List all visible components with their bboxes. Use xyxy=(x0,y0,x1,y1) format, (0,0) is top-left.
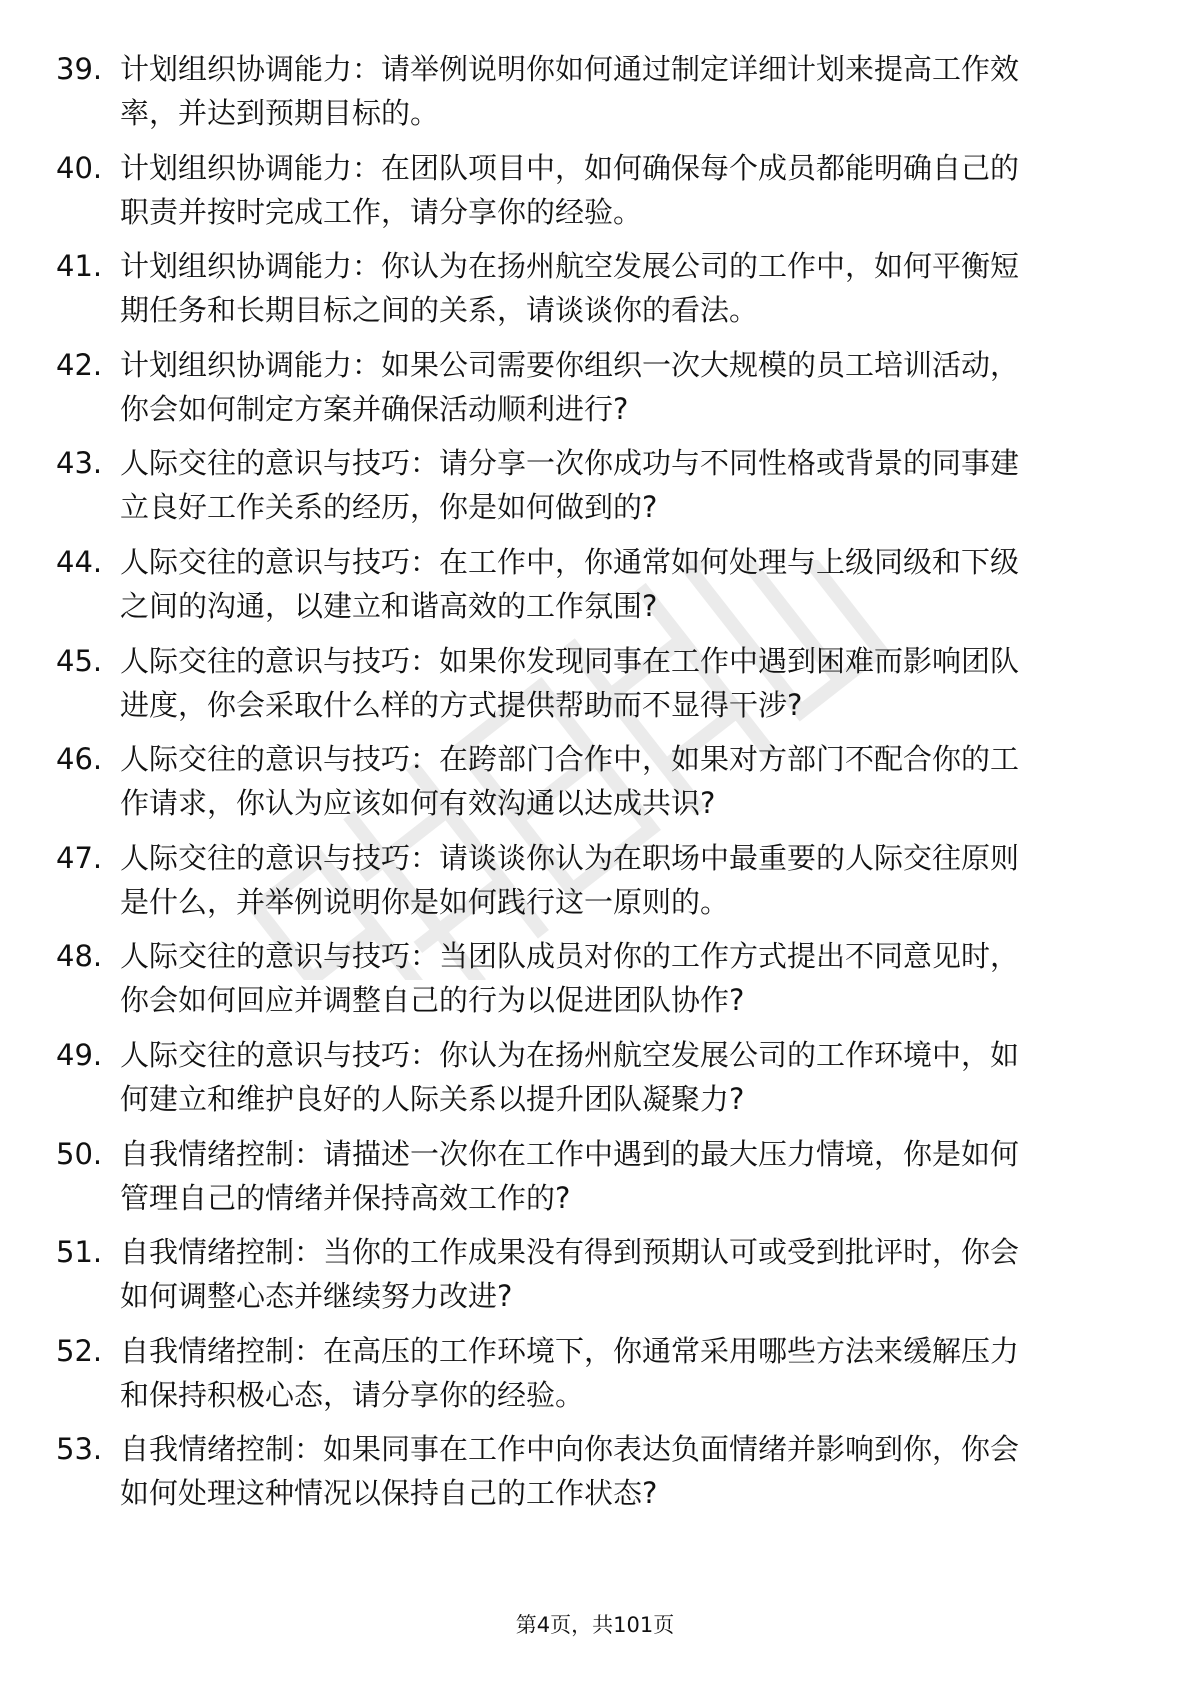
question-item xyxy=(0,836,1190,935)
question-item xyxy=(0,146,1190,245)
question-item xyxy=(0,343,1190,442)
question-text: 自我情绪控制：请描述一次你在工作中遇到的最大压力情境，你是如何管理自己的情绪并保持高效工作的? xyxy=(120,1136,1020,1215)
question-number: 50. xyxy=(56,1136,103,1171)
question-text: 自我情绪控制：在高压的工作环境下，你通常采用哪些方法来缓解压力和保持积极心态，请分享你的经验。 xyxy=(120,1333,1020,1412)
question-number: 53. xyxy=(56,1432,103,1467)
question-item xyxy=(0,441,1190,540)
question-number: 47. xyxy=(56,840,103,875)
question-item xyxy=(0,934,1190,1033)
question-item xyxy=(0,540,1190,639)
question-number: 41. xyxy=(56,249,103,284)
question-number: 48. xyxy=(56,939,103,974)
page-number-footer: 第4页，共101页 xyxy=(515,1613,675,1637)
question-text: 自我情绪控制：如果同事在工作中向你表达负面情绪并影响到你，你会如何处理这种情况以保持自己的工作状态? xyxy=(120,1432,1020,1511)
question-text: 人际交往的意识与技巧：在跨部门合作中，如果对方部门不配合你的工作请求，你认为应该如何有效沟通以达成共识? xyxy=(120,742,1020,821)
question-text: 自我情绪控制：当你的工作成果没有得到预期认可或受到批评时，你会如何调整心态并继续努力改进? xyxy=(120,1235,1020,1314)
question-text: 计划组织协调能力：如果公司需要你组织一次大规模的员工培训活动，你会如何制定方案并确保活动顺利进行? xyxy=(120,347,1020,426)
question-number: 45. xyxy=(56,643,103,678)
question-item xyxy=(0,47,1190,146)
question-number: 43. xyxy=(56,446,103,481)
question-item xyxy=(0,1230,1190,1329)
question-text: 计划组织协调能力：在团队项目中，如何确保每个成员都能明确自己的职责并按时完成工作，请分享你的经验。 xyxy=(120,150,1020,229)
question-item xyxy=(0,244,1190,343)
question-text: 人际交往的意识与技巧：当团队成员对你的工作方式提出不同意见时，你会如何回应并调整自己的行为以促进团队协作? xyxy=(120,939,1020,1018)
question-number: 51. xyxy=(56,1235,103,1270)
question-item xyxy=(0,737,1190,836)
question-number: 52. xyxy=(56,1333,103,1368)
question-item xyxy=(0,1329,1190,1428)
question-number: 46. xyxy=(56,742,103,777)
question-item xyxy=(0,1132,1190,1231)
question-number: 42. xyxy=(56,347,103,382)
question-number: 49. xyxy=(56,1037,103,1072)
question-text: 人际交往的意识与技巧：在工作中，你通常如何处理与上级同级和下级之间的沟通，以建立和谐高效的工作氛围? xyxy=(120,544,1020,623)
question-number: 40. xyxy=(56,150,103,185)
question-text: 人际交往的意识与技巧：你认为在扬州航空发展公司的工作环境中，如何建立和维护良好的人际关系以提升团队凝聚力? xyxy=(120,1037,1020,1116)
question-item xyxy=(0,1427,1190,1526)
question-text: 人际交往的意识与技巧：请谈谈你认为在职场中最重要的人际交往原则是什么，并举例说明你是如何践行这一原则的。 xyxy=(120,840,1020,919)
question-item xyxy=(0,1033,1190,1132)
question-number: 39. xyxy=(56,52,103,86)
question-text: 计划组织协调能力：请举例说明你如何通过制定详细计划来提高工作效率，并达到预期目标的。 xyxy=(120,52,1020,130)
question-text: 人际交往的意识与技巧：如果你发现同事在工作中遇到困难而影响团队进度，你会采取什么样的方式提供帮助而不显得干涉? xyxy=(120,643,1020,722)
question-text: 人际交往的意识与技巧：请分享一次你成功与不同性格或背景的同事建立良好工作关系的经历，你是如何做到的? xyxy=(120,446,1020,525)
question-number: 44. xyxy=(56,544,103,579)
question-text: 计划组织协调能力：你认为在扬州航空发展公司的工作中，如何平衡短期任务和长期目标之间的关系，请谈谈你的看法。 xyxy=(120,249,1020,328)
question-item xyxy=(0,639,1190,738)
question-list xyxy=(0,47,1190,1526)
